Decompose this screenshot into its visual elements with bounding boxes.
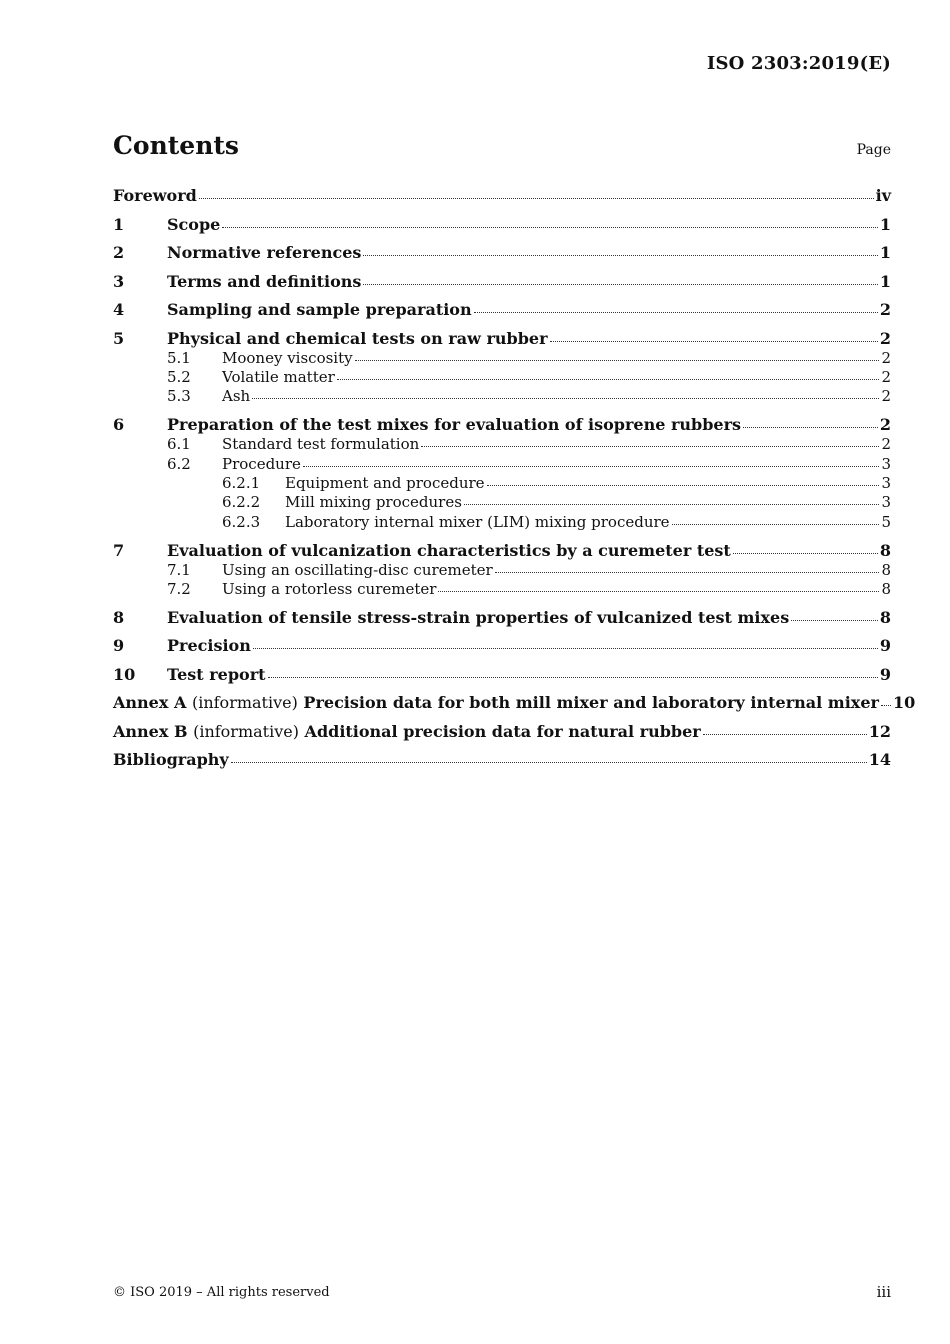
toc-entry-page: 9 <box>879 664 891 684</box>
toc-entry-number: 8 <box>113 607 125 627</box>
table-of-contents <box>113 186 916 770</box>
toc-entry-title: Normative references <box>167 243 362 262</box>
toc-entry-number: 1 <box>113 214 125 234</box>
toc-entry-number: 7 <box>113 540 125 560</box>
toc-entry-page: 1 <box>879 271 891 291</box>
dot-leader <box>791 619 878 621</box>
dot-leader <box>231 761 867 763</box>
toc-entry-number: 5.3 <box>167 387 191 406</box>
toc-entry-title: Scope <box>167 214 221 234</box>
annex-informative-tag: (informative) <box>191 693 298 713</box>
dot-leader <box>474 311 878 313</box>
toc-entry-number: 6.1 <box>167 435 191 454</box>
dot-leader <box>268 676 878 678</box>
dot-leader <box>253 647 878 649</box>
dot-leader <box>743 426 878 428</box>
toc-entry[interactable] <box>113 580 891 599</box>
dot-leader <box>222 226 878 228</box>
dot-leader <box>355 359 880 361</box>
toc-entry-number: 5.2 <box>167 367 191 386</box>
toc-entry-page: 5 <box>881 512 891 531</box>
toc-entry[interactable] <box>113 243 891 263</box>
annex-label: Annex A <box>113 693 187 713</box>
dot-leader <box>438 590 879 592</box>
toc-entry-number: 6.2.3 <box>222 512 261 531</box>
toc-entry-number: 6 <box>113 415 125 435</box>
toc-entry[interactable] <box>113 561 891 580</box>
toc-entry-page: 9 <box>879 636 891 656</box>
toc-entry-title: Preparation of the test mixes for evaluation of isoprene rubbers <box>167 415 742 435</box>
toc-entry-title: Test report <box>167 664 266 684</box>
toc-entry[interactable] <box>113 368 891 387</box>
toc-entry[interactable] <box>113 272 891 292</box>
toc-entry-title: Terms and definitions <box>167 271 362 291</box>
annex-title: Additional precision data for natural rubber <box>304 721 701 741</box>
toc-entry[interactable] <box>113 513 891 532</box>
toc-entry-title: Evaluation of tensile stress-strain properties of vulcanized test mixes <box>167 607 790 627</box>
toc-entry[interactable] <box>113 186 891 206</box>
toc-annex-entry[interactable] <box>113 722 891 742</box>
toc-entry-number: 6.2.2 <box>222 493 261 512</box>
toc-entry-title: Ash <box>222 387 251 406</box>
document-id: ISO 2303:2019(E) <box>706 53 891 74</box>
toc-entry[interactable] <box>113 435 891 454</box>
dot-leader <box>363 254 877 256</box>
toc-entry-page: 3 <box>881 493 891 512</box>
toc-entry-number: 5 <box>113 328 125 348</box>
contents-heading: Contents <box>113 131 240 160</box>
toc-entry-page: 2 <box>879 300 891 319</box>
toc-entry-page: 10 <box>892 693 916 713</box>
toc-entry-title: Sampling and sample preparation <box>167 300 472 319</box>
dot-leader <box>252 397 879 399</box>
dot-leader <box>881 704 891 706</box>
toc-entry-page: 2 <box>879 415 891 435</box>
annex-title: Precision data for both mill mixer and laboratory internal mixer <box>303 693 879 713</box>
toc-entry[interactable] <box>113 665 891 685</box>
toc-entry-page: 8 <box>879 540 891 560</box>
toc-entry[interactable] <box>113 455 891 474</box>
annex-label: Annex B <box>113 721 188 741</box>
toc-entry[interactable] <box>113 349 891 368</box>
toc-entry-number: 6.2.1 <box>222 473 261 492</box>
copyright-notice: © ISO 2019 – All rights reserved <box>113 1285 330 1300</box>
dot-leader <box>421 445 879 447</box>
toc-entry-page: 8 <box>879 607 891 627</box>
dot-leader <box>303 465 880 467</box>
toc-entry-title: Mooney viscosity <box>222 348 353 367</box>
dot-leader <box>703 733 867 735</box>
toc-entry-page: 2 <box>881 387 891 406</box>
dot-leader <box>550 340 878 342</box>
toc-entry-number: 3 <box>113 271 125 291</box>
toc-entry-page: 2 <box>881 367 891 386</box>
toc-entry-title: Standard test formulation <box>222 435 420 454</box>
dot-leader <box>199 197 874 199</box>
toc-entry-title: Volatile matter <box>222 367 335 386</box>
toc-entry-title: Using an oscillating-disc curemeter <box>222 560 493 579</box>
toc-entry[interactable] <box>113 474 891 493</box>
dot-leader <box>363 283 877 285</box>
toc-entry-page: 1 <box>879 243 891 262</box>
toc-entry[interactable] <box>113 541 891 561</box>
toc-entry-page: 8 <box>881 560 891 579</box>
toc-entry-page: 12 <box>868 721 891 741</box>
toc-entry[interactable] <box>113 636 891 656</box>
toc-entry-page: 14 <box>868 750 891 770</box>
dot-leader <box>733 552 878 554</box>
dot-leader <box>464 503 880 505</box>
toc-annex-entry[interactable] <box>113 693 916 713</box>
toc-entry[interactable] <box>113 608 891 628</box>
toc-entry-number: 9 <box>113 636 125 656</box>
toc-entry-number: 2 <box>113 243 125 262</box>
toc-entry-page: 3 <box>881 473 891 492</box>
toc-entry-page: 2 <box>881 435 891 454</box>
toc-entry-title: Bibliography <box>113 750 229 770</box>
toc-entry-page: 2 <box>879 328 891 348</box>
toc-bibliography-entry[interactable] <box>113 750 891 770</box>
toc-entry-title: Physical and chemical tests on raw rubber <box>167 328 548 348</box>
toc-entry-page: 8 <box>881 580 891 599</box>
toc-entry-title: Procedure <box>222 454 301 473</box>
annex-informative-tag: (informative) <box>193 721 299 741</box>
toc-entry[interactable] <box>113 300 891 320</box>
toc-entry-number: 5.1 <box>167 348 191 367</box>
page-number: iii <box>876 1283 891 1301</box>
dot-leader <box>495 571 880 573</box>
dot-leader <box>487 484 880 486</box>
toc-entry[interactable] <box>113 329 891 349</box>
toc-entry-number: 10 <box>113 664 136 684</box>
toc-entry-title: Precision <box>167 636 251 656</box>
toc-entry-page: iv <box>875 186 891 205</box>
toc-entry-number: 7.1 <box>167 560 191 579</box>
toc-entry[interactable] <box>113 415 891 435</box>
toc-entry-number: 7.2 <box>167 580 191 599</box>
toc-entry-number: 4 <box>113 300 125 319</box>
toc-entry[interactable] <box>113 387 891 406</box>
toc-entry-page: 2 <box>881 348 891 367</box>
toc-entry-page: 1 <box>879 214 891 234</box>
toc-entry-title: Using a rotorless curemeter <box>222 580 437 599</box>
dot-leader <box>337 378 880 380</box>
toc-entry[interactable] <box>113 493 891 512</box>
toc-entry-page: 3 <box>881 454 891 473</box>
toc-entry-title: Equipment and procedure <box>285 473 485 492</box>
toc-entry-title: Laboratory internal mixer (LIM) mixing procedure <box>285 512 670 531</box>
toc-annex-title <box>113 693 879 712</box>
toc-entry-title: Mill mixing procedures <box>285 493 462 512</box>
toc-entry-number: 6.2 <box>167 454 191 473</box>
toc-entry-title: Evaluation of vulcanization characteristics by a curemeter test <box>167 540 731 560</box>
toc-annex-title <box>113 722 701 741</box>
toc-entry[interactable] <box>113 215 891 235</box>
dot-leader <box>672 523 880 525</box>
page-column-label: Page <box>856 142 891 158</box>
toc-entry-title: Foreword <box>113 186 197 205</box>
